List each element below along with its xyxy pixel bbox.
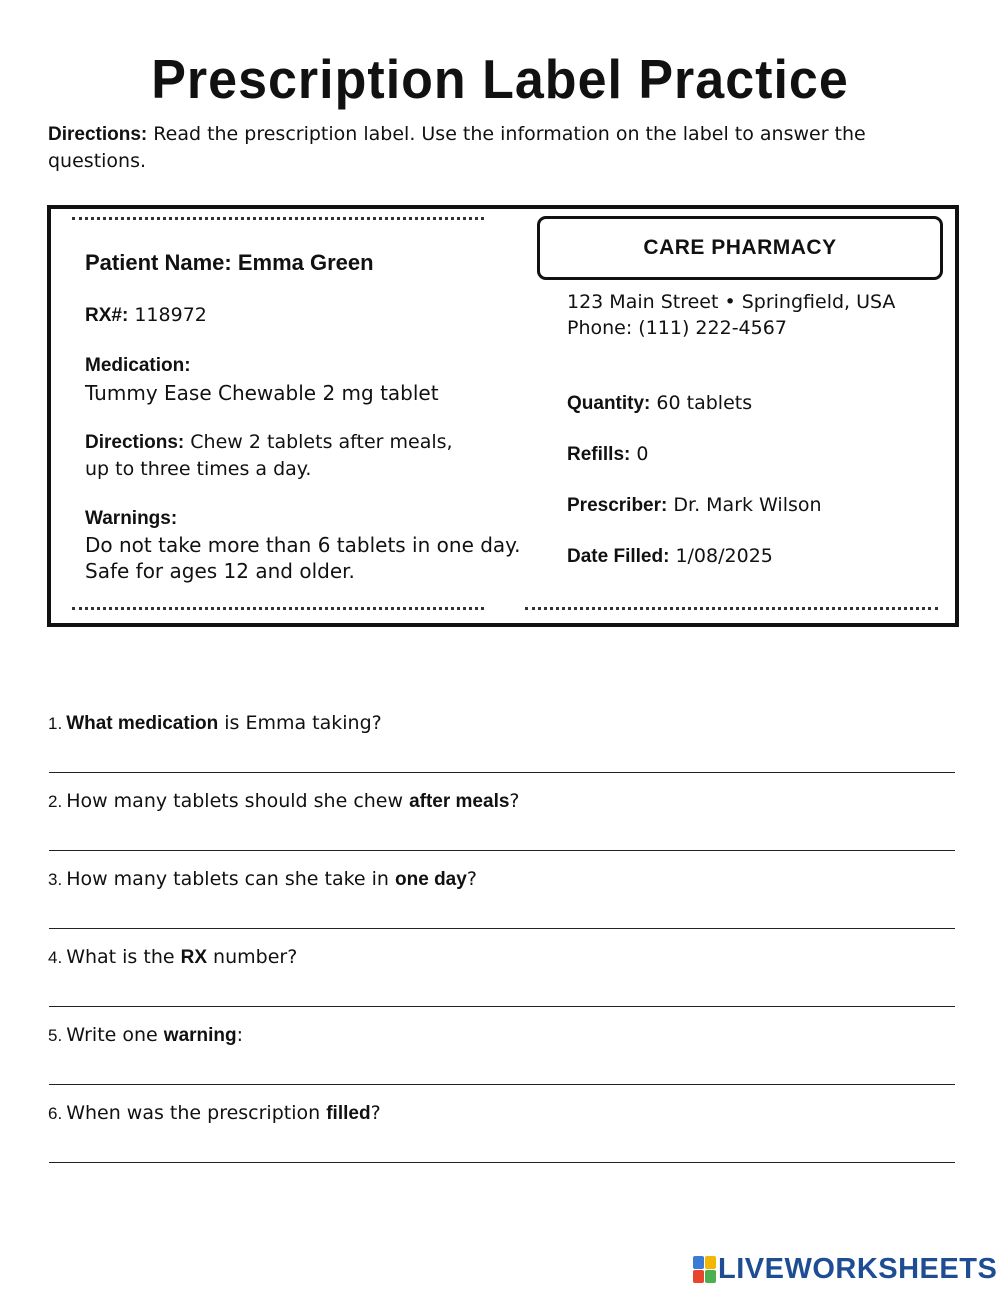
question-bold: RX (180, 947, 207, 968)
answer-line-4[interactable] (49, 1006, 955, 1007)
label-directions (85, 429, 515, 482)
answer-line-6[interactable] (49, 1162, 955, 1163)
refills-value: 0 (630, 443, 649, 465)
question-number: 5. (48, 1026, 63, 1045)
date-filled (567, 545, 773, 568)
directions (48, 121, 928, 174)
directions-text: Read the prescription label. Use the information on the label to answer the questions. (48, 123, 866, 172)
question-text: How many tablets can she take in (66, 868, 396, 890)
medication-value: Tummy Ease Chewable 2 mg tablet (85, 381, 439, 405)
question-text: ? (466, 868, 477, 890)
patient-label: Patient Name: (85, 250, 232, 275)
brand-name: LIVEWORKSHEETS (718, 1252, 998, 1285)
question-bold: warning (163, 1025, 237, 1046)
question-number: 4. (48, 948, 63, 967)
question-bold: after meals (409, 791, 510, 812)
pharmacy-name: CARE PHARMACY (537, 216, 943, 280)
label-directions-line1: Chew 2 tablets after meals, (184, 431, 453, 453)
refills (567, 443, 649, 466)
quantity-value: 60 tablets (650, 392, 753, 414)
question-bold: one day (395, 869, 467, 890)
question-text: Write one (66, 1024, 164, 1046)
date-value: 1/08/2025 (669, 545, 773, 567)
question-text: What is the (66, 946, 181, 968)
question-text: : (236, 1024, 244, 1046)
question-4 (48, 946, 948, 969)
question-number: 1. (48, 714, 63, 733)
liveworksheets-icon (693, 1256, 715, 1282)
rx-value: 118972 (128, 304, 207, 326)
patient-value: Emma Green (231, 250, 374, 275)
question-2 (48, 790, 948, 813)
dotted-border-bottom-right (525, 607, 938, 610)
question-bold: What medication (66, 713, 219, 734)
prescriber (567, 494, 822, 517)
rx-number (85, 302, 207, 329)
question-bold: filled (326, 1103, 371, 1124)
warnings-line2: Safe for ages 12 and older. (85, 559, 355, 583)
question-text: ? (370, 1102, 381, 1124)
warnings-label: Warnings: (85, 508, 178, 529)
date-label: Date Filled: (567, 546, 670, 567)
warnings-value (85, 532, 521, 584)
directions-label: Directions: (48, 124, 148, 145)
dotted-border-bottom-left (72, 607, 484, 610)
dotted-border-top (72, 217, 484, 220)
rx-label: RX#: (85, 305, 129, 326)
prescriber-label: Prescriber: (567, 495, 668, 516)
answer-line-3[interactable] (49, 928, 955, 929)
page-title: Prescription Label Practice (151, 49, 849, 111)
phone: Phone: (111) 222-4567 (567, 317, 787, 339)
question-text: ? (509, 790, 520, 812)
question-text: How many tablets should she chew (66, 790, 410, 812)
question-3 (48, 868, 948, 891)
question-text: number? (207, 946, 298, 968)
answer-line-5[interactable] (49, 1084, 955, 1085)
address: 123 Main Street • Springfield, USA (567, 291, 896, 313)
question-6 (48, 1102, 948, 1125)
question-number: 2. (48, 792, 63, 811)
question-text: is Emma taking? (218, 712, 382, 734)
medication-label: Medication: (85, 355, 191, 376)
pharmacy-address (567, 289, 895, 341)
question-1 (48, 712, 948, 735)
label-directions-line2: up to three times a day. (85, 458, 312, 480)
question-number: 6. (48, 1104, 63, 1123)
answer-line-2[interactable] (49, 850, 955, 851)
prescriber-value: Dr. Mark Wilson (667, 494, 822, 516)
label-directions-label: Directions: (85, 432, 185, 453)
warnings-line1: Do not take more than 6 tablets in one day. (85, 533, 521, 557)
refills-label: Refills: (567, 444, 631, 465)
question-text: When was the prescription (66, 1102, 327, 1124)
question-5 (48, 1024, 948, 1047)
answer-line-1[interactable] (49, 772, 955, 773)
quantity (567, 392, 752, 415)
question-number: 3. (48, 870, 63, 889)
patient-name (85, 250, 374, 276)
quantity-label: Quantity: (567, 393, 651, 414)
liveworksheets-logo (693, 1253, 997, 1285)
